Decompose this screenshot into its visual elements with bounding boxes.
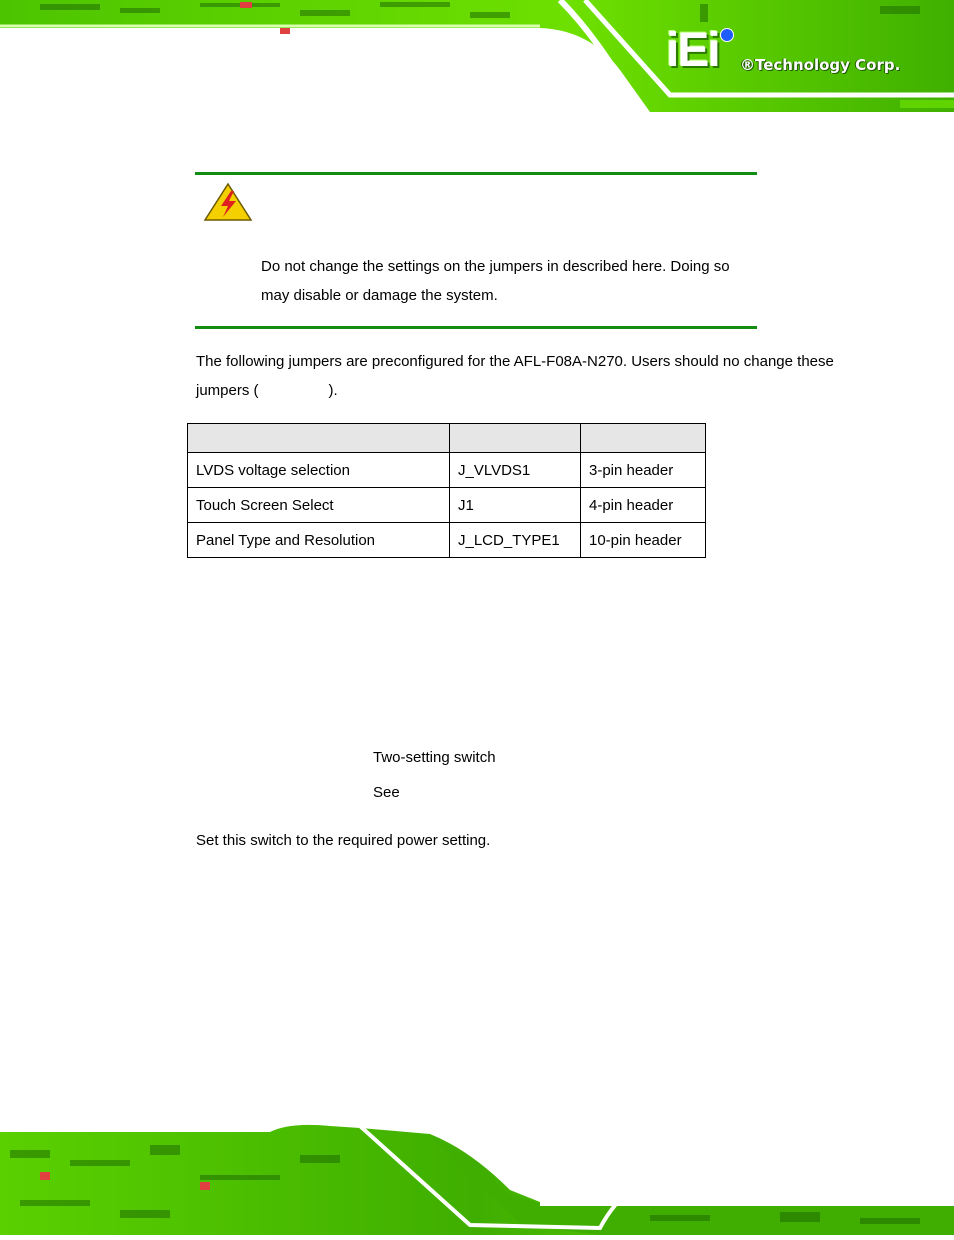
table-header-cell: [188, 424, 450, 453]
table-cell: LVDS voltage selection: [188, 453, 450, 488]
company-logo: [666, 26, 936, 82]
pcb-footer-banner: [0, 1120, 954, 1235]
table-cell: 10-pin header: [581, 523, 706, 558]
intro-text-end: ).: [328, 382, 338, 399]
switch-instruction: Set this switch to the required power setting.: [196, 832, 491, 849]
table-cell: J_VLVDS1: [450, 453, 581, 488]
table-cell: J_LCD_TYPE1: [450, 523, 581, 558]
table-cell: Panel Type and Resolution: [188, 523, 450, 558]
preconfigured-jumpers-table: [187, 423, 706, 558]
high-voltage-warning-icon: [203, 182, 253, 222]
logo-iei-text: iEi: [666, 24, 719, 77]
table-row: [188, 488, 706, 523]
table-cell: 4-pin header: [581, 488, 706, 523]
table-header-row: [188, 424, 706, 453]
table-cell: Touch Screen Select: [188, 488, 450, 523]
table-header-cell: [581, 424, 706, 453]
logo-dot-icon: [720, 28, 734, 42]
pcb-header-banner: [0, 0, 954, 112]
switch-type-value: Two-setting switch: [373, 749, 496, 766]
table-row: [188, 523, 706, 558]
table-cell: 3-pin header: [581, 453, 706, 488]
warning-top-rule: [195, 172, 757, 175]
table-header-cell: [450, 424, 581, 453]
warning-bottom-rule: [195, 326, 757, 329]
intro-text: The following jumpers are preconfigured for the AFL-F08A-N270. Users should no change these jumpers (: [196, 353, 834, 399]
switch-settings-value: See: [373, 784, 400, 801]
pcb-footer-graphic: [0, 1120, 954, 1235]
logo-subtitle: ®Technology Corp.: [740, 56, 901, 74]
warning-text: Do not change the settings on the jumpers in described here. Doing so may disable or damage the system.: [261, 258, 730, 304]
intro-paragraph: [196, 347, 836, 405]
table-cell: J1: [450, 488, 581, 523]
table-row: [188, 453, 706, 488]
